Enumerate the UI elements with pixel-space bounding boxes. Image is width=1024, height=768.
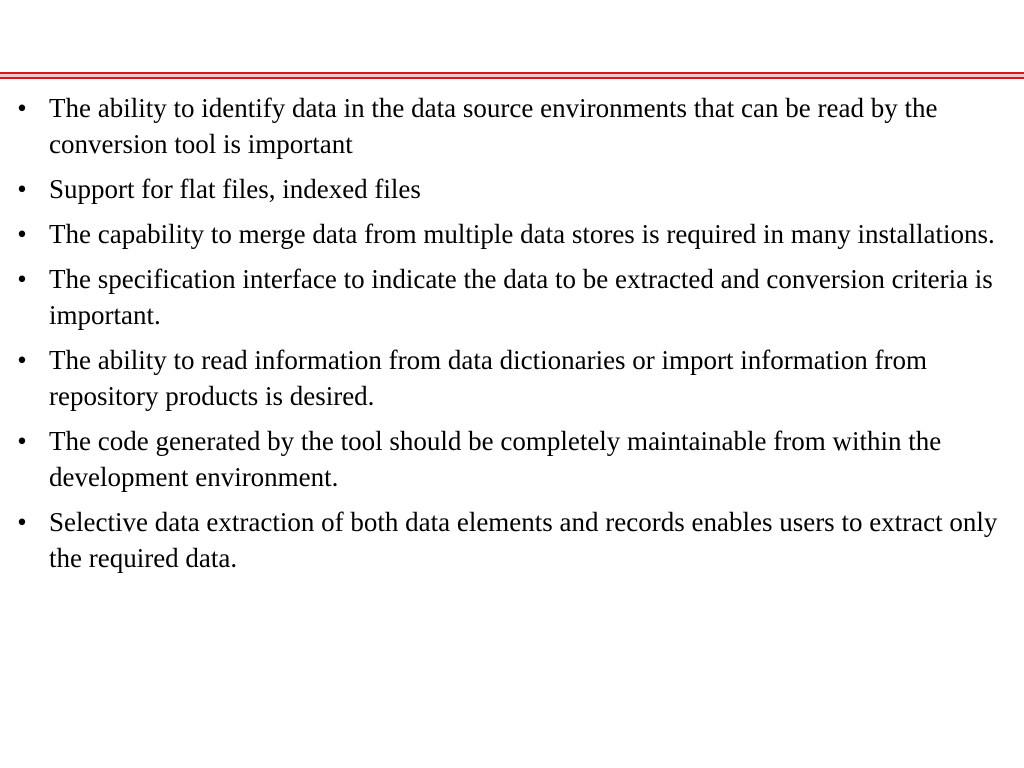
bullet-item (10, 423, 1016, 495)
bullet-list (10, 90, 1016, 585)
bullet-dot-icon: • (17, 174, 27, 204)
bullet-item (10, 261, 1016, 333)
bullet-dot-icon: • (17, 426, 27, 456)
bullet-dot-icon: • (17, 264, 27, 294)
bullet-dot-icon: • (17, 507, 27, 537)
bullet-text: The code generated by the tool should be completely maintainable from within the development environment. (49, 426, 942, 492)
bullet-dot-icon: • (17, 345, 27, 375)
bullet-item (10, 504, 1016, 576)
bullet-text: Selective data extraction of both data elements and records enables users to extract only the required data. (49, 507, 998, 573)
header-rule-bottom (0, 77, 1024, 79)
bullet-dot-icon: • (17, 219, 27, 249)
bullet-text: The specification interface to indicate the data to be extracted and conversion criteria is important. (49, 264, 993, 330)
bullet-text: The capability to merge data from multiple data stores is required in many installations. (49, 219, 995, 249)
bullet-item (10, 216, 1016, 252)
bullet-text: The ability to identify data in the data source environments that can be read by the conversion tool is important (49, 93, 938, 159)
bullet-text: The ability to read information from data dictionaries or import information from repository products is desired. (49, 345, 928, 411)
bullet-dot-icon: • (17, 93, 27, 123)
bullet-item (10, 171, 1016, 207)
bullet-item (10, 90, 1016, 162)
bullet-item (10, 342, 1016, 414)
bullet-text: Support for flat files, indexed files (49, 174, 421, 204)
